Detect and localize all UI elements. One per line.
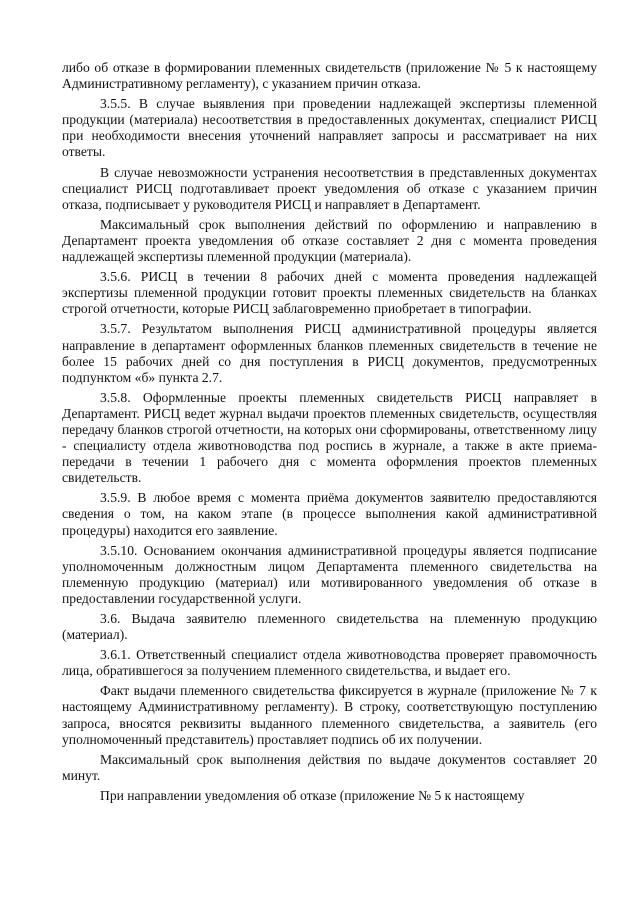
paragraph-3-5-8: 3.5.8. Оформленные проекты племенных свидетельств РИСЦ направляет в Департамент. РИСЦ ведет журнал выдачи проектов племенных свидетельств, осуществляя передачу бланков строгой отчетности, на которых они сформированы, ответственному лицу - специалисту отдела животноводства под роспись в журнале, а также в акте приема-передачи в течении 1 рабочего дня с момента оформления проектов племенных свидетельств.	[62, 389, 597, 486]
paragraph-3-6: 3.6. Выдача заявителю племенного свидетельства на племенную продукцию (материал).	[62, 611, 597, 643]
paragraph-issuance-record: Факт выдачи племенного свидетельства фиксируется в журнале (приложение № 7 к настоящему Административному регламенту). В строку, соответствующую поступлению запроса, вносятся реквизиты выданного племенного свидетельства, а заявитель (его уполномоченный представитель) проставляет подпись об их получении.	[62, 683, 597, 747]
paragraph-refusal-notice: При направлении уведомления об отказе (приложение № 5 к настоящему	[100, 787, 525, 803]
paragraph-3-5-5: 3.5.5. В случае выявления при проведении надлежащей экспертизы племенной продукции (материала) несоответствия в предоставленных документах, специалист РИСЦ при необходимости внесения уточнений направляет запросы и рассматривает на них ответы.	[62, 96, 597, 160]
paragraph-3-5-9: 3.5.9. В любое время с момента приёма документов заявителю предоставляются сведения о том, на каком этапе (в процессе выполнения какой административной процедуры) находится его заявление.	[62, 490, 597, 538]
paragraph-3-5-10: 3.5.10. Основанием окончания административной процедуры является подписание уполномоченным должностным лицом Департамента племенного свидетельства на племенную продукцию (материал) или мотивированного уведомления об отказе в предоставлении государственной услуги.	[62, 542, 597, 606]
paragraph-max-term-issuance: Максимальный срок выполнения действия по выдаче документов составляет 20 минут.	[62, 751, 597, 783]
paragraph-3-5-6: 3.5.6. РИСЦ в течении 8 рабочих дней с момента проведения надлежащей экспертизы племенной продукции готовит проекты племенных свидетельств на бланках строгой отчетности, которые РИСЦ заблаговременно приобретает в типографии.	[62, 269, 597, 317]
paragraph-max-term-refusal: Максимальный срок выполнения действий по оформлению и направлению в Департамент проекта уведомления об отказе составляет 2 дня с момента проведения надлежащей экспертизы племенной продукции (материала).	[62, 216, 597, 265]
document-page	[62, 60, 597, 804]
paragraph-3-6-1: 3.6.1. Ответственный специалист отдела животноводства проверяет правомочность лица, обратившегося за получением племенного свидетельства, и выдает его.	[62, 647, 597, 679]
paragraph-3-5-7: 3.5.7. Результатом выполнения РИСЦ административной процедуры является направление в департамент оформленных бланков племенных свидетельств в течение не более 15 рабочих дней со дня поступления в РИСЦ документов, предусмотренных подпунктом «б» пункта 2.7.	[62, 321, 597, 385]
paragraph-impossibility: В случае невозможности устранения несоответствия в представленных документах специалист РИСЦ подготавливает проект уведомления об отказе с указанием причин отказа, подписывает у руководителя РИСЦ и направляет в Департамент.	[62, 164, 597, 212]
paragraph-refusal-continuation: либо об отказе в формировании племенных свидетельств (приложение № 5 к настоящему Административному регламенту), с указанием причин отказа.	[62, 60, 597, 92]
